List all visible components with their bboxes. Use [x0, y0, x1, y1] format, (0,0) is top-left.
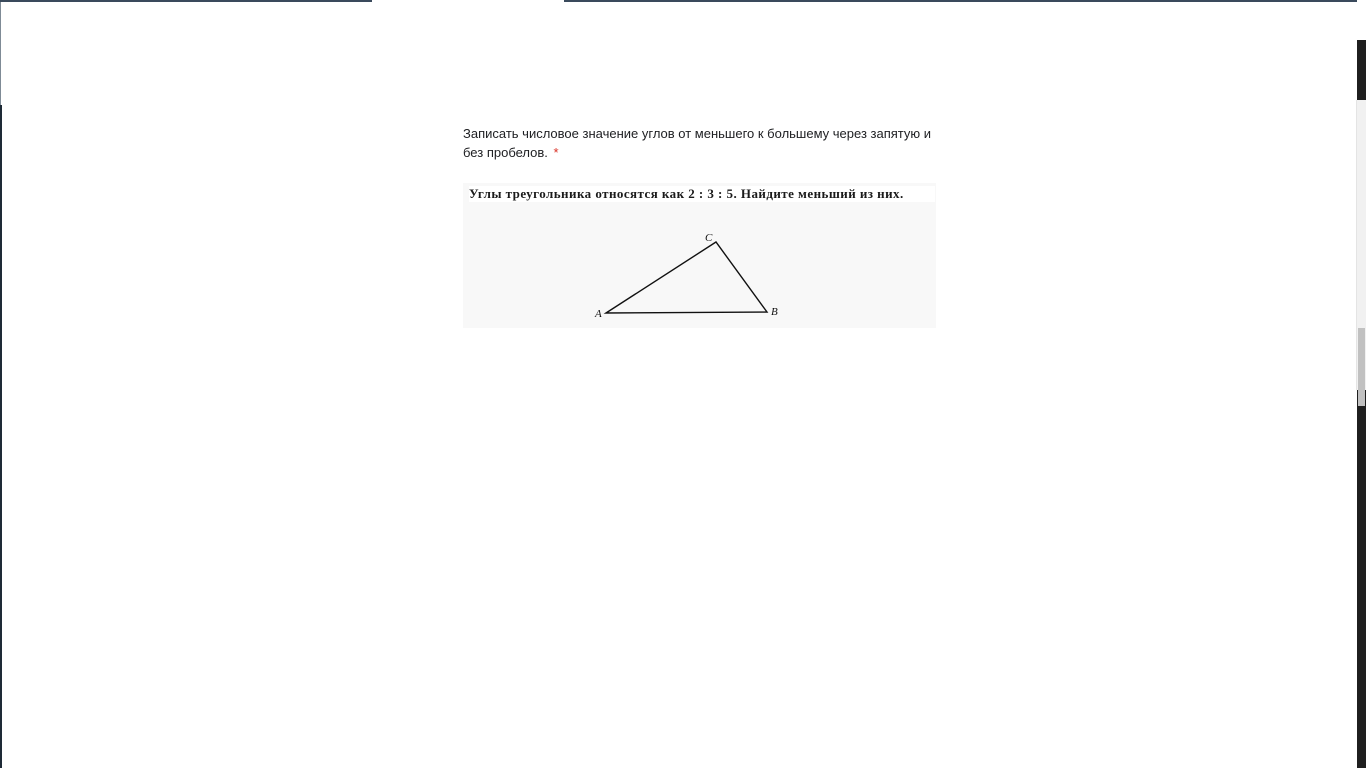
question-title — [463, 124, 939, 162]
vertex-c-label: C — [705, 232, 713, 244]
triangle-diagram — [463, 183, 936, 328]
window-left-border — [0, 2, 1, 105]
question-image — [463, 183, 936, 328]
vertex-b-label: B — [771, 306, 778, 318]
scrollbar[interactable] — [1356, 100, 1366, 390]
desktop-left-edge — [0, 105, 2, 768]
triangle-abc — [606, 242, 767, 313]
desktop-top-edge-gap — [372, 0, 564, 2]
window-right-top — [1357, 0, 1366, 40]
required-asterisk: * — [553, 145, 559, 160]
scrollbar-thumb[interactable] — [1358, 328, 1365, 406]
question-text: Записать числовое значение углов от меньшего к большему через запятую и без пробелов. — [463, 126, 932, 160]
question-block — [463, 124, 939, 162]
problem-statement: Углы треугольника относятся как 2 : 3 : 5. Найдите меньший из них. — [469, 186, 935, 202]
desktop-top-edge — [0, 0, 1366, 2]
vertex-a-label: A — [595, 308, 602, 320]
